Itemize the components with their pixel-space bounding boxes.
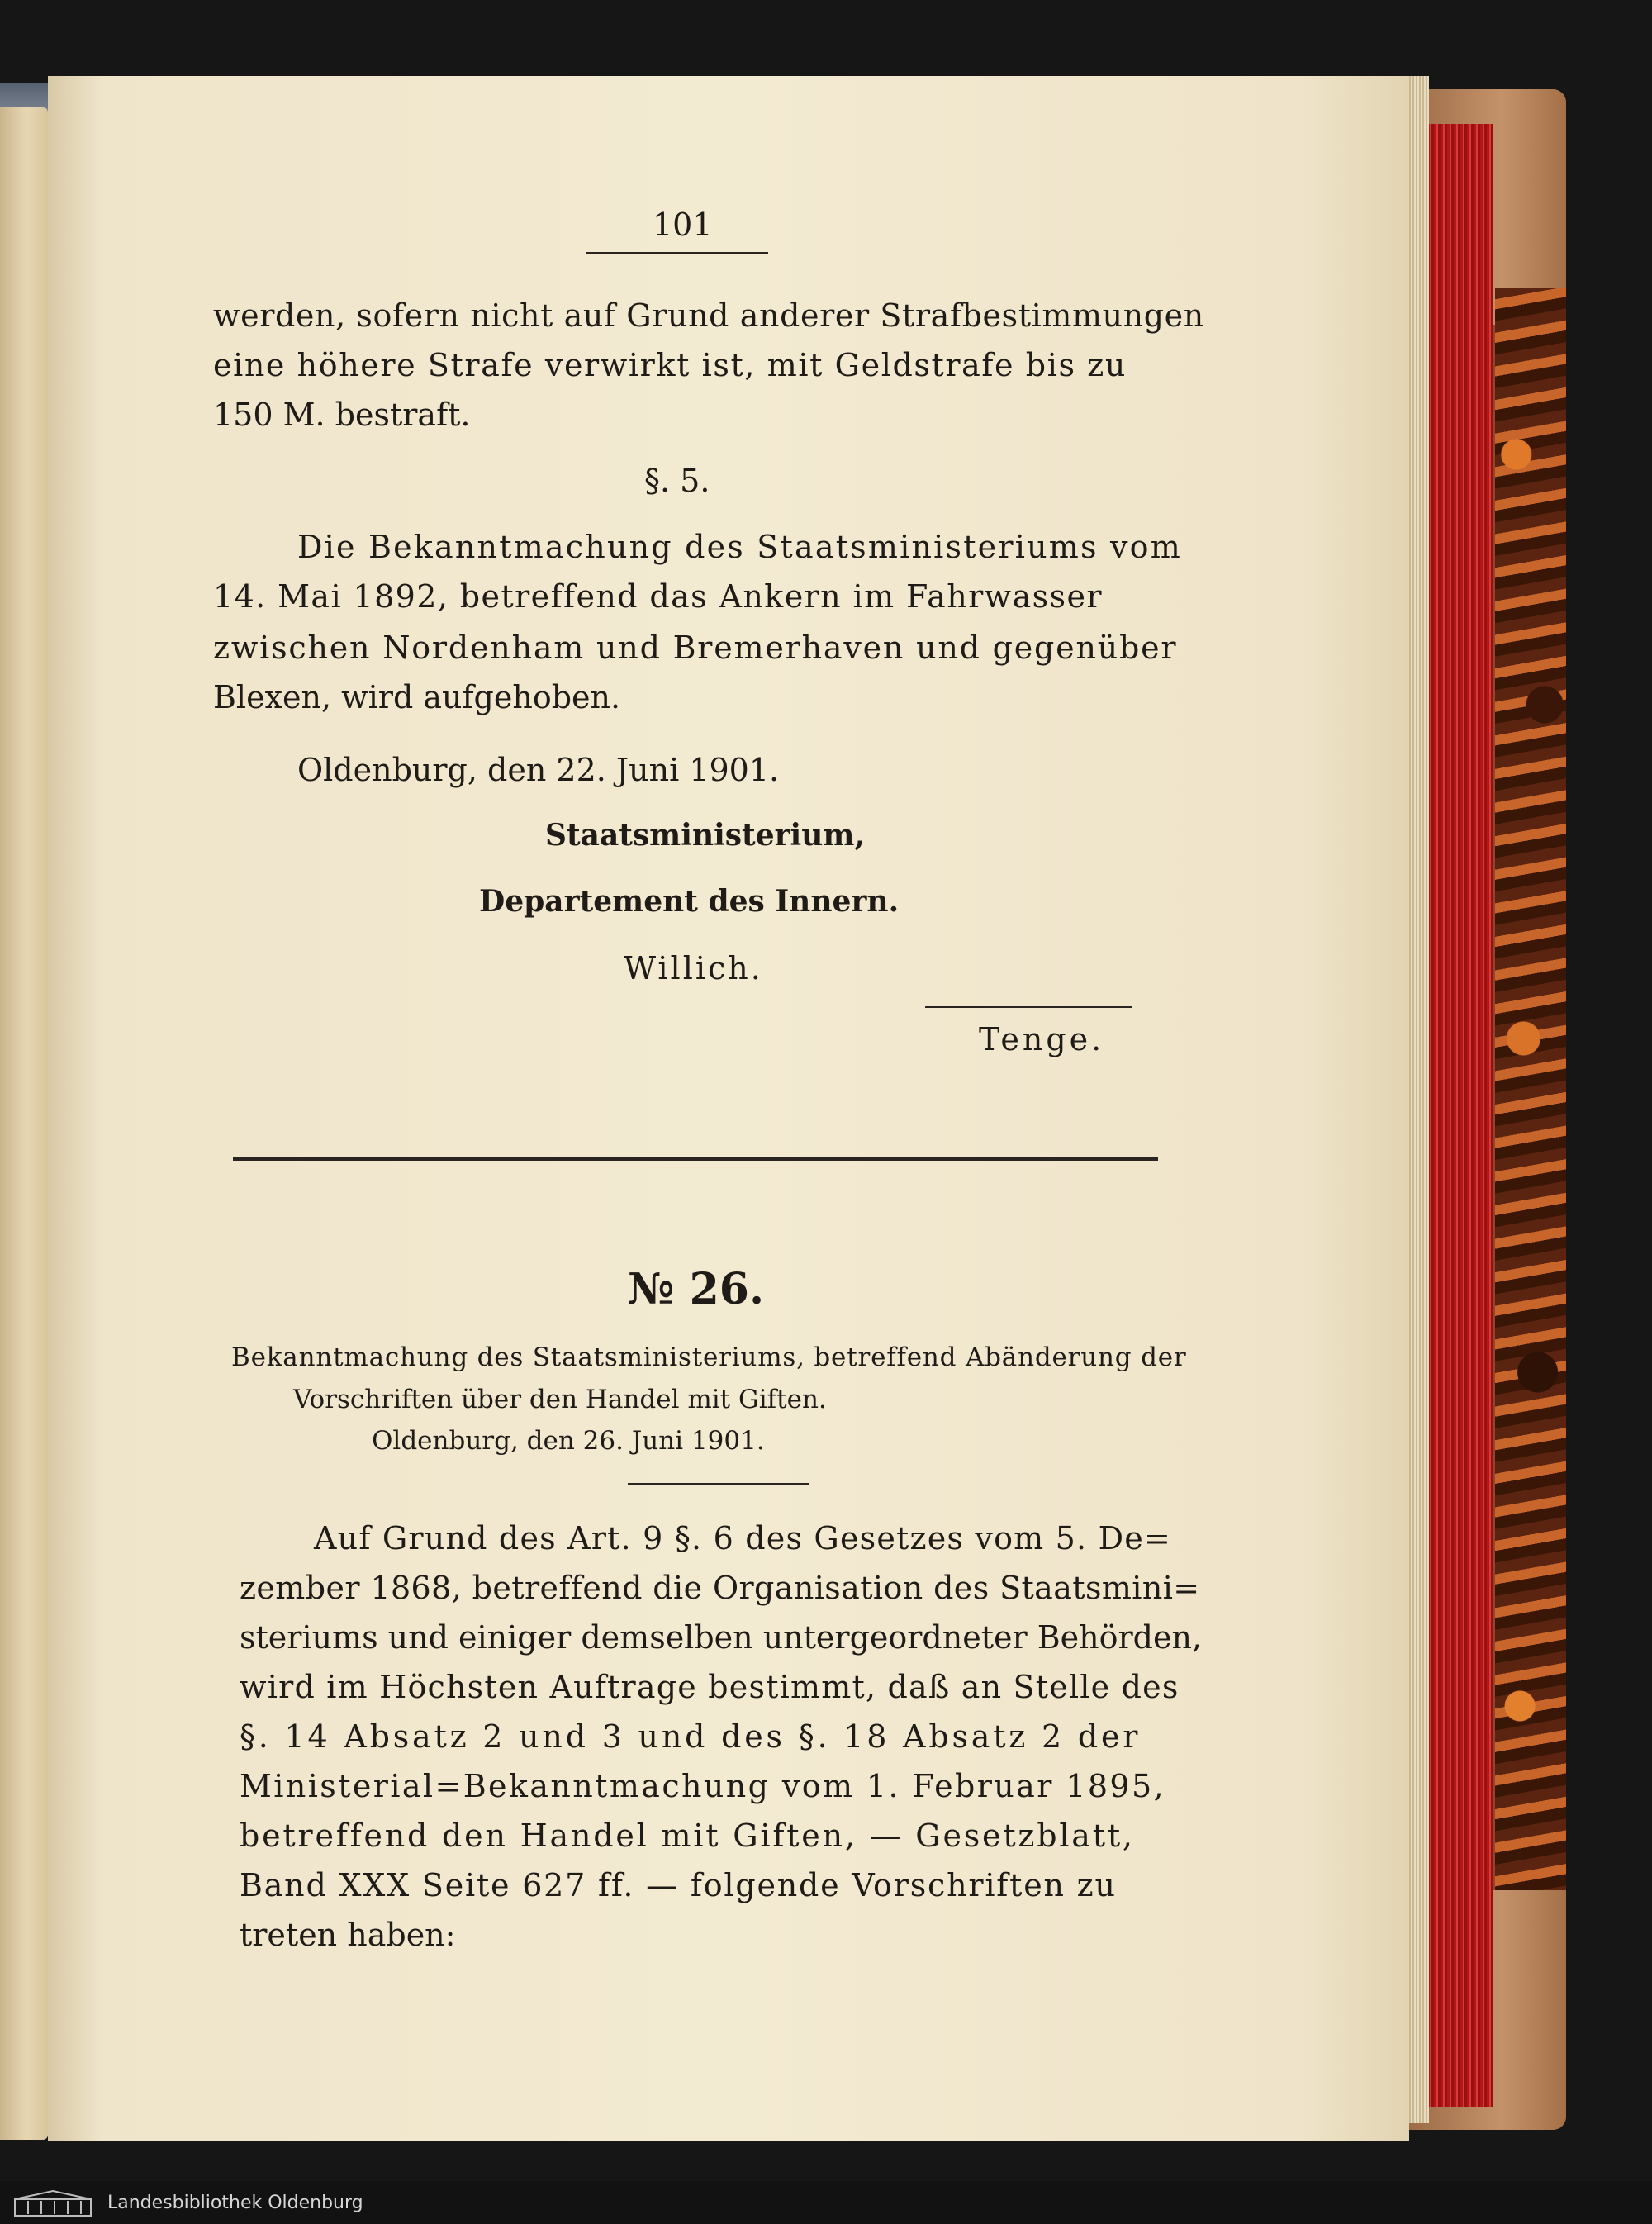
main-line: betreffend den Handel mit Giften, — Gesetzblatt, xyxy=(240,1818,1135,1854)
intro-line: werden, sofern nicht auf Grund anderer Strafbestimmungen xyxy=(213,297,1204,334)
section-line: Die Bekanntmachung des Staatsministeriums vom xyxy=(297,529,1182,565)
number-heading: № 26. xyxy=(628,1264,765,1314)
page-number-rule xyxy=(586,252,768,254)
intro-line: eine höhere Strafe verwirkt ist, mit Geldstrafe bis zu xyxy=(213,347,1127,383)
section-heading: §. 5. xyxy=(644,463,710,499)
title-line: Bekanntmachung des Staatsministeriums, betreffend Abänderung der xyxy=(231,1342,1187,1372)
main-line: steriums und einiger demselben untergeordneter Behörden, xyxy=(240,1619,1203,1656)
title-rule xyxy=(628,1483,809,1485)
cover-marbled-paper xyxy=(1495,288,1566,1956)
main-line: Ministerial=Bekanntmachung vom 1. Februar 1895, xyxy=(240,1768,1166,1804)
signature-rule xyxy=(925,1006,1132,1008)
library-building-icon xyxy=(12,2189,94,2217)
title-line: Oldenburg, den 26. Juni 1901. xyxy=(372,1426,765,1456)
place-date: Oldenburg, den 22. Juni 1901. xyxy=(297,752,780,788)
section-line: 14. Mai 1892, betreffend das Ankern im Fahrwasser xyxy=(213,578,1103,615)
main-line: treten haben: xyxy=(240,1917,456,1953)
signature-main: Willich. xyxy=(624,950,763,986)
page-number: 101 xyxy=(653,207,713,243)
library-name: Landesbibliothek Oldenburg xyxy=(107,2193,363,2213)
intro-line: 150 M. bestraft. xyxy=(213,397,471,433)
main-line: wird im Höchsten Auftrage bestimmt, daß an Stelle des xyxy=(240,1669,1180,1705)
authority-line: Staatsministerium, xyxy=(545,818,866,853)
section-line: zwischen Nordenham und Bremerhaven und gegenüber xyxy=(213,630,1178,666)
section-line: Blexen, wird aufgehoben. xyxy=(213,679,621,715)
main-line: Band XXX Seite 627 ff. — folgende Vorschriften zu xyxy=(240,1867,1117,1903)
section-separator xyxy=(233,1157,1158,1161)
main-line: zember 1868, betreffend die Organisation des Staatsmini= xyxy=(240,1570,1200,1606)
left-facing-page xyxy=(0,107,48,2140)
authority-line: Departement des Innern. xyxy=(479,884,900,919)
title-line: Vorschriften über den Handel mit Giften. xyxy=(293,1385,827,1414)
signature-secondary: Tenge. xyxy=(979,1021,1105,1057)
main-line: Auf Grund des Art. 9 §. 6 des Gesetzes vom 5. De= xyxy=(314,1520,1172,1556)
main-line: §. 14 Absatz 2 und 3 und des §. 18 Absatz 2 der xyxy=(240,1718,1142,1755)
